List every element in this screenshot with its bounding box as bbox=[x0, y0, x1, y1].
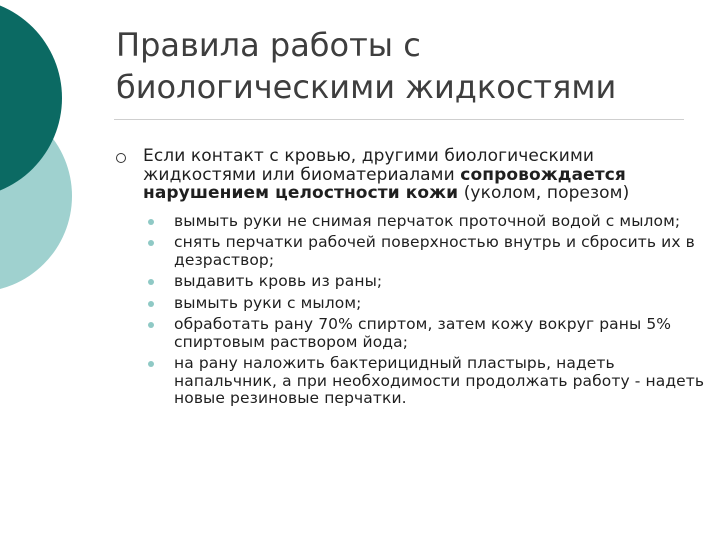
dot-bullet-icon bbox=[148, 279, 154, 285]
dot-bullet-icon bbox=[148, 240, 154, 246]
dot-bullet-icon bbox=[148, 361, 154, 367]
main-bullet-text-part2: (уколом, порезом) bbox=[458, 183, 630, 203]
sub-bullet-text: выдавить кровь из раны; bbox=[174, 272, 383, 290]
sub-bullet-item bbox=[148, 234, 706, 269]
slide-title: Правила работы с биологическими жидкостями bbox=[116, 26, 617, 106]
sub-bullet-text: на рану наложить бактерицидный пластырь, надеть напальчник, а при необходимости продолжать работу - надеть новые резиновые перчатки. bbox=[174, 354, 705, 407]
dot-bullet-icon bbox=[148, 219, 154, 225]
sub-bullet-item bbox=[148, 316, 706, 351]
sub-bullet-text: обработать рану 70% спиртом, затем кожу вокруг раны 5% спиртовым раствором йода; bbox=[174, 315, 672, 351]
sub-bullet-text: снять перчатки рабочей поверхностью внутрь и сбросить их в дезраствор; bbox=[174, 233, 695, 269]
main-bullet bbox=[116, 147, 706, 203]
sub-bullet-item bbox=[148, 273, 706, 291]
slide-content bbox=[116, 147, 706, 412]
dot-bullet-icon bbox=[148, 301, 154, 307]
sub-bullet-text: вымыть руки не снимая перчаток проточной водой с мылом; bbox=[174, 211, 681, 230]
ring-bullet-icon bbox=[116, 153, 126, 163]
sub-bullet-item bbox=[148, 213, 706, 231]
sub-bullet-text: вымыть руки с мылом; bbox=[174, 293, 362, 312]
main-bullet-text bbox=[143, 147, 706, 203]
dot-bullet-icon bbox=[148, 322, 154, 328]
main-bullet-text-bold: сопровождается нарушением целостности кожи bbox=[143, 164, 626, 203]
decorative-circles bbox=[0, 0, 110, 300]
main-bullet-text-part1: Если контакт с кровью, другими биологическими жидкостями или биоматериалами bbox=[143, 146, 595, 185]
title-divider bbox=[114, 119, 684, 120]
sub-bullet-item bbox=[148, 295, 706, 313]
sub-bullet-list bbox=[116, 213, 706, 408]
sub-bullet-item bbox=[148, 355, 706, 408]
